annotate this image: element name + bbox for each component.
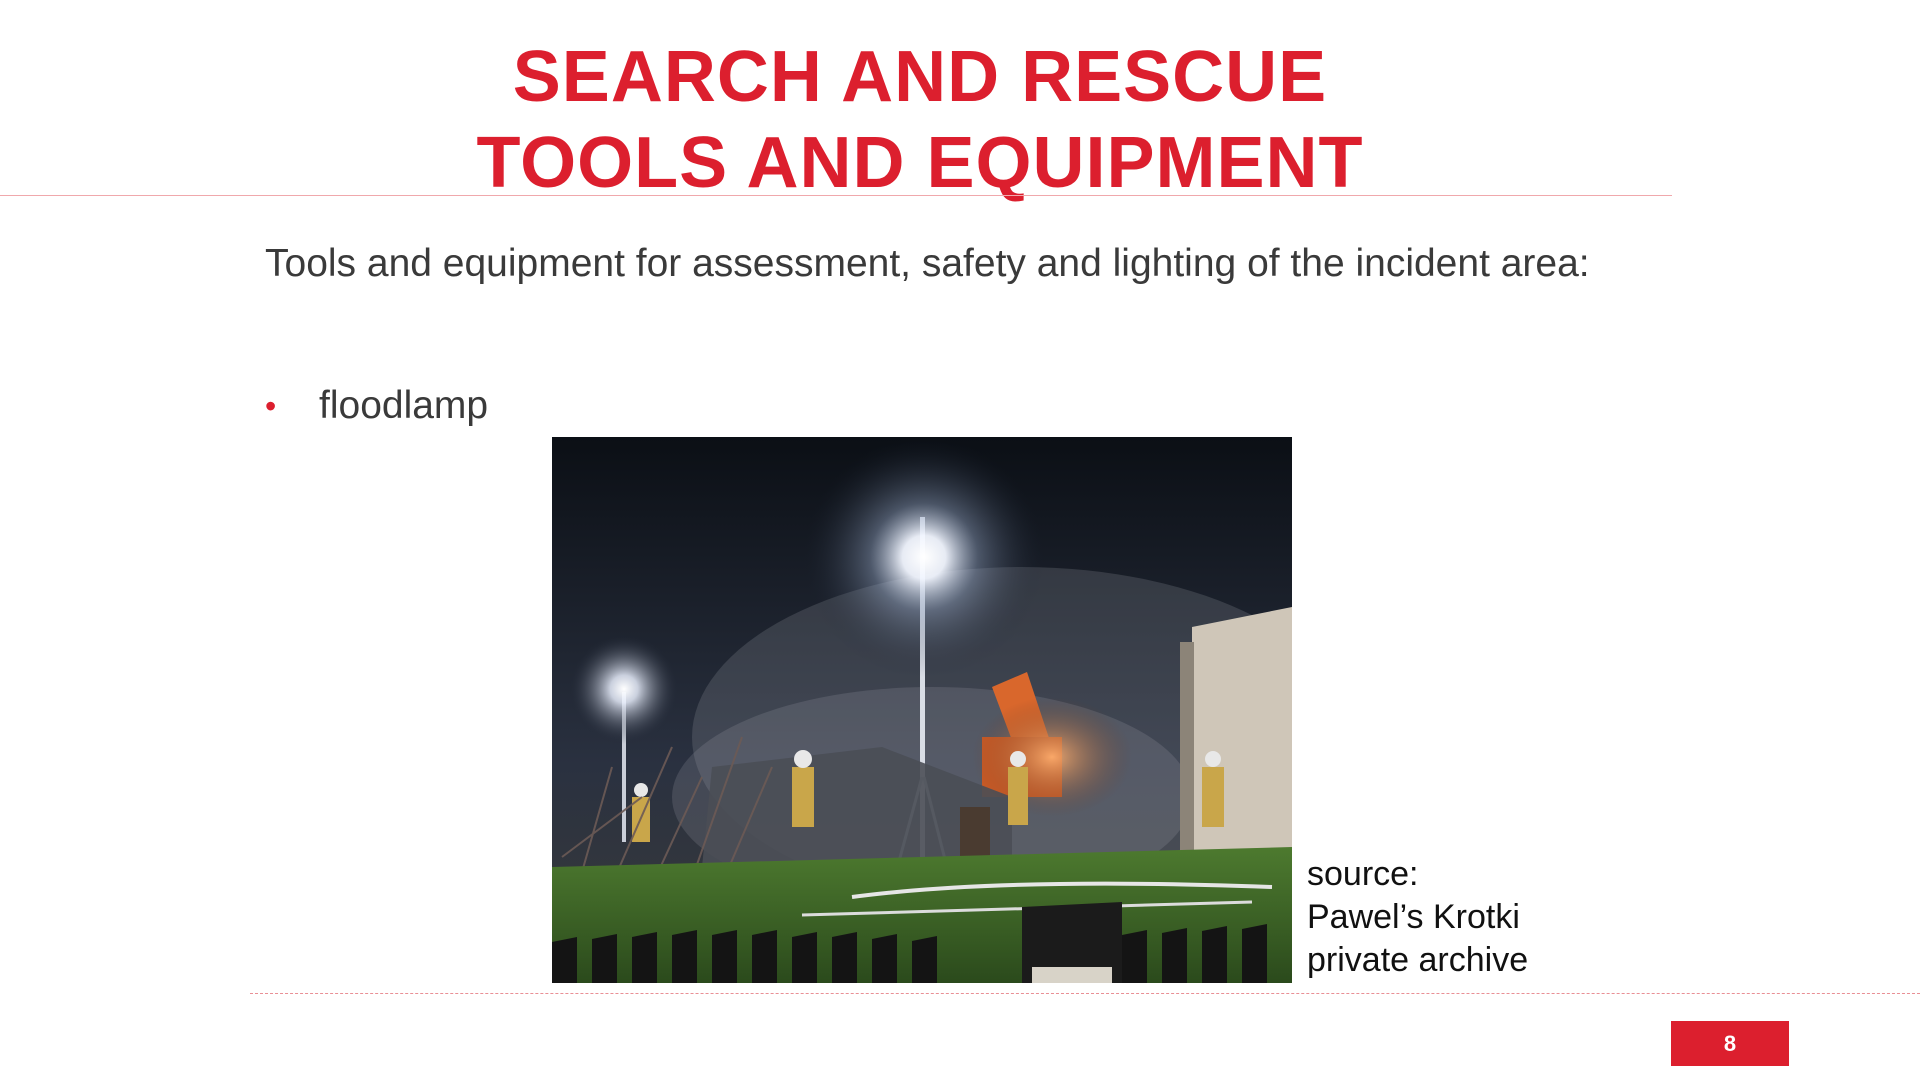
source-line-1: source: <box>1307 855 1419 893</box>
title-line-1: SEARCH AND RESCUE <box>512 37 1328 117</box>
title-line-2: TOOLS AND EQUIPMENT <box>476 123 1364 203</box>
floodlamp-photo <box>552 437 1292 983</box>
source-line-3: private archive <box>1307 941 1529 979</box>
bullet-dot-icon: • <box>265 388 277 424</box>
source-line-2: Pawel’s Krotki <box>1307 898 1520 936</box>
slide-title <box>0 34 1840 206</box>
bullet-item <box>265 368 488 444</box>
photo-source-caption <box>1307 853 1528 982</box>
footer-divider <box>250 993 1920 994</box>
intro-text: Tools and equipment for assessment, safety and lighting of the incident area: <box>265 242 1590 285</box>
bullet-label: floodlamp <box>319 384 489 427</box>
page-number: 8 <box>1723 1030 1737 1056</box>
title-divider <box>0 195 1672 196</box>
page-number-badge <box>1671 1021 1789 1066</box>
